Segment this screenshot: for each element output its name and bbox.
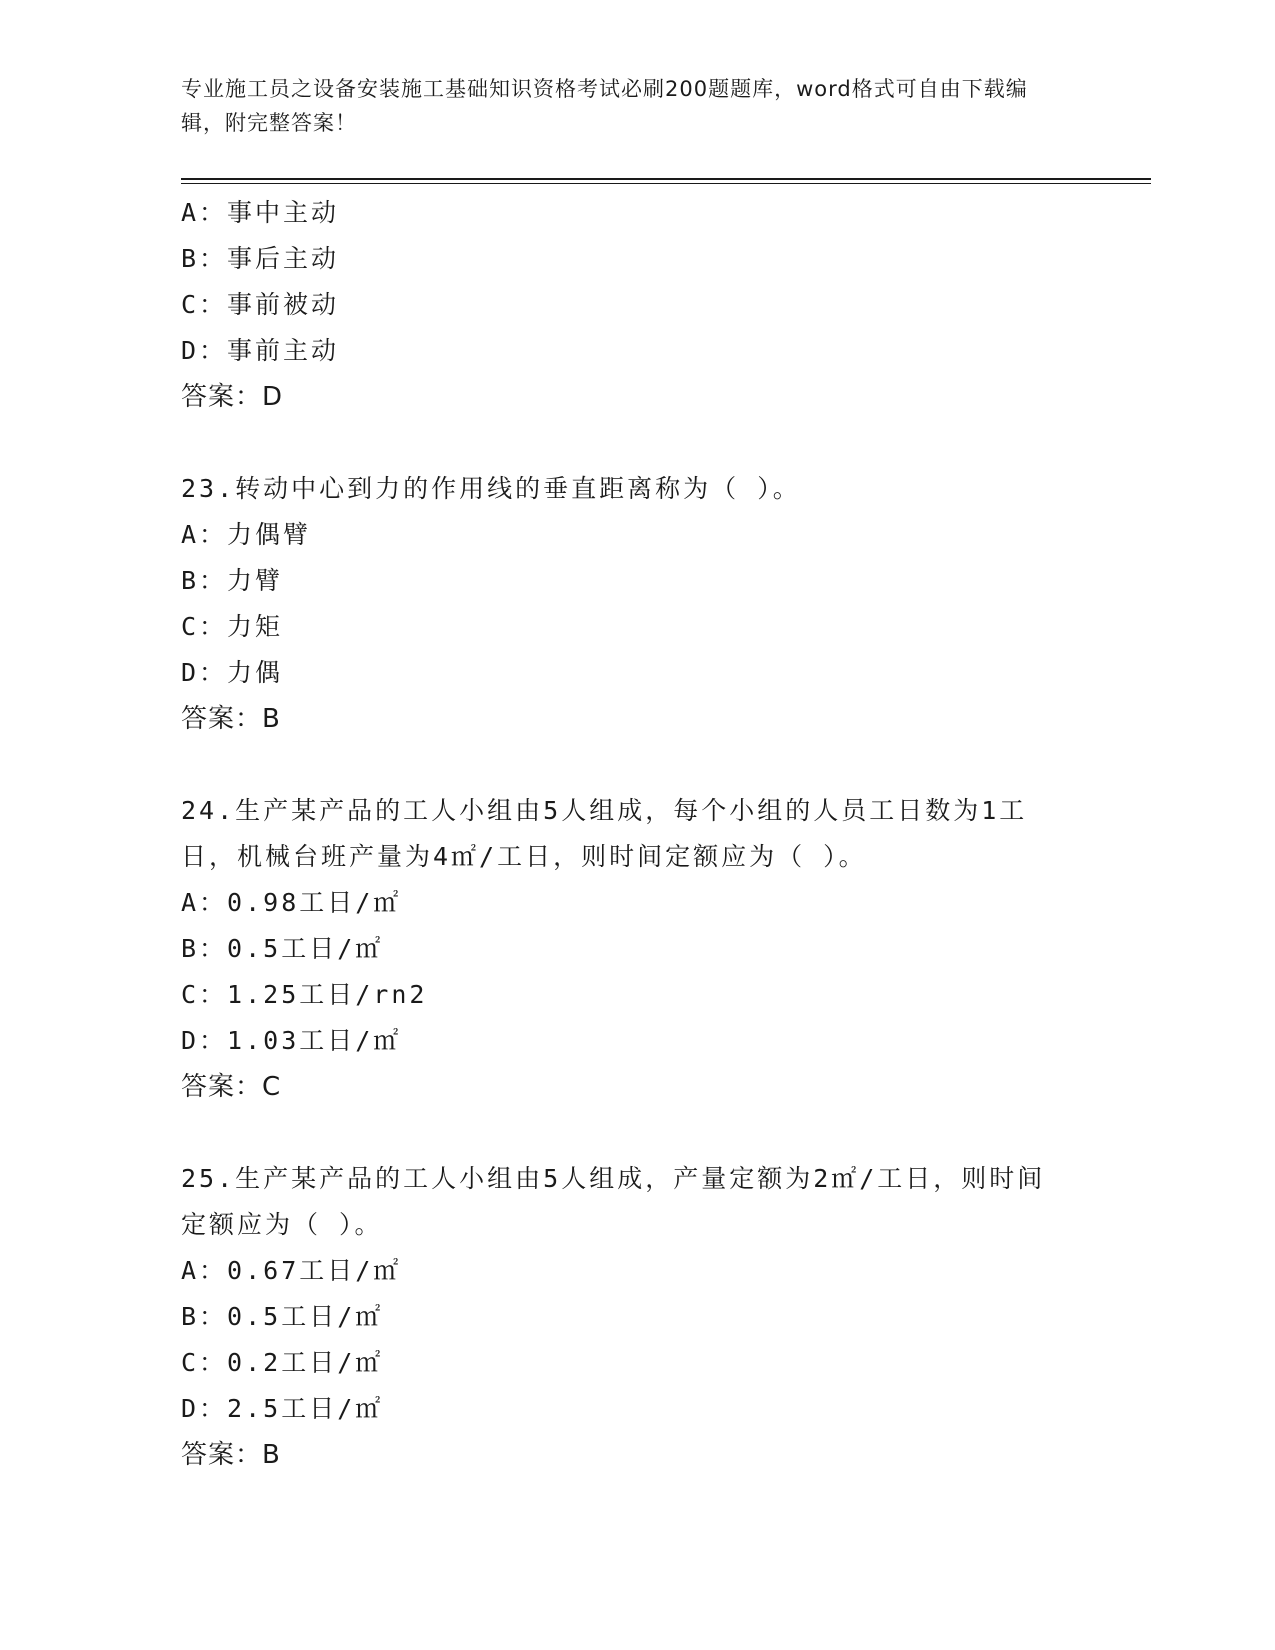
question-block-23 bbox=[181, 466, 1081, 742]
question-stem-line-1: 24.生产某产品的工人小组由5人组成，每个小组的人员工日数为1工 bbox=[181, 796, 1028, 825]
option-b: B：力臂 bbox=[181, 566, 284, 595]
option-b: B：0.5工日/㎡ bbox=[181, 1302, 384, 1331]
document-header: 专业施工员之设备安装施工基础知识资格考试必刷200题题库，word格式可自由下载编辑，附完整答案！ bbox=[181, 77, 1028, 135]
option-a: A：0.67工日/㎡ bbox=[181, 1256, 402, 1285]
question-block-25 bbox=[181, 1156, 1081, 1478]
question-content bbox=[181, 190, 1081, 1478]
spacer bbox=[181, 742, 1081, 788]
header-divider-thin bbox=[181, 183, 1151, 184]
option-c: C：力矩 bbox=[181, 612, 284, 641]
option-d: D：2.5工日/㎡ bbox=[181, 1394, 384, 1423]
question-stem-line-2: 日，机械台班产量为4㎡/工日，则时间定额应为（ ）。 bbox=[181, 842, 867, 871]
option-a: A：0.98工日/㎡ bbox=[181, 888, 402, 917]
spacer bbox=[181, 420, 1081, 466]
spacer bbox=[181, 1110, 1081, 1156]
option-d: D：力偶 bbox=[181, 658, 284, 687]
option-a: A：力偶臂 bbox=[181, 520, 312, 549]
option-a: A：事中主动 bbox=[181, 198, 340, 227]
question-block-24 bbox=[181, 788, 1081, 1110]
answer-line: 答案：C bbox=[181, 1072, 282, 1102]
option-c: C：事前被动 bbox=[181, 290, 340, 319]
header-divider-thick bbox=[181, 178, 1151, 180]
option-b: B：事后主动 bbox=[181, 244, 340, 273]
answer-line: 答案：B bbox=[181, 704, 281, 734]
option-d: D：1.03工日/㎡ bbox=[181, 1026, 402, 1055]
answer-line: 答案：B bbox=[181, 1440, 281, 1470]
answer-line: 答案：D bbox=[181, 382, 284, 412]
question-stem-line-1: 25.生产某产品的工人小组由5人组成，产量定额为2㎡/工日，则时间 bbox=[181, 1164, 1046, 1193]
option-b: B：0.5工日/㎡ bbox=[181, 934, 384, 963]
question-stem: 23.转动中心到力的作用线的垂直距离称为（ ）。 bbox=[181, 474, 801, 503]
question-block-prev bbox=[181, 190, 1081, 420]
question-stem-line-2: 定额应为（ ）。 bbox=[181, 1210, 383, 1239]
option-c: C：1.25工日/rn2 bbox=[181, 980, 428, 1009]
option-d: D：事前主动 bbox=[181, 336, 340, 365]
option-c: C：0.2工日/㎡ bbox=[181, 1348, 384, 1377]
